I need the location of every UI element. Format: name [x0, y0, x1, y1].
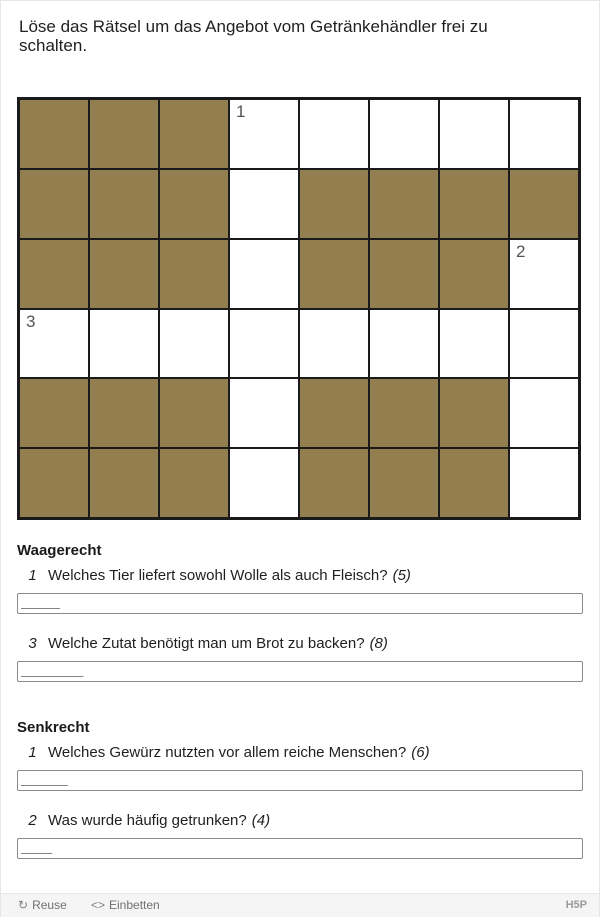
clue-start-number: 3: [26, 311, 36, 331]
grid-block-cell: [439, 378, 509, 448]
grid-letter-cell[interactable]: [509, 378, 579, 448]
grid-letter-cell[interactable]: [159, 309, 229, 379]
grid-block-cell: [89, 239, 159, 309]
grid-letter-cell[interactable]: [509, 99, 579, 169]
grid-block-cell: [19, 169, 89, 239]
clue-number: 3: [28, 635, 37, 652]
grid-block-cell: [369, 448, 439, 518]
reuse-label: Reuse: [32, 898, 67, 912]
reuse-icon: ↻: [18, 898, 29, 912]
grid-letter-cell[interactable]: [229, 378, 299, 448]
grid-letter-cell[interactable]: [299, 99, 369, 169]
grid-letter-cell[interactable]: [229, 309, 299, 379]
clue-number: 1: [28, 744, 37, 761]
answer-input-across-1[interactable]: [17, 593, 583, 614]
h5p-logo: H5P: [565, 899, 587, 911]
answer-input-down-1[interactable]: [17, 770, 583, 791]
grid-block-cell: [369, 378, 439, 448]
down-title: Senkrecht: [17, 719, 90, 736]
clue-length: (6): [411, 744, 430, 761]
clue-start-number: 1: [236, 102, 246, 121]
grid-block-cell: [299, 448, 369, 518]
clue-across-1: [17, 565, 583, 614]
grid-block-cell: [89, 448, 159, 518]
grid-letter-cell[interactable]: [439, 99, 509, 169]
grid-block-cell: [89, 99, 159, 169]
grid-block-cell: [509, 169, 579, 239]
grid-block-cell: [19, 378, 89, 448]
grid-letter-cell[interactable]: [509, 448, 579, 518]
code-icon: <>: [91, 898, 106, 912]
grid-block-cell: [19, 99, 89, 169]
clue-text-line: [17, 742, 583, 764]
clue-text-line: [17, 565, 583, 587]
grid-block-cell: [89, 169, 159, 239]
clue-question: Welches Gewürz nutzten vor allem reiche Menschen?: [48, 744, 407, 761]
grid-letter-cell[interactable]: [229, 239, 299, 309]
clue-number: 1: [28, 567, 37, 584]
grid-block-cell: [159, 448, 229, 518]
grid-block-cell: [89, 378, 159, 448]
clue-start-number: 2: [516, 241, 526, 261]
grid-block-cell: [19, 239, 89, 309]
answer-input-across-3[interactable]: [17, 661, 583, 682]
clue-across-3: [17, 633, 583, 682]
grid-block-cell: [439, 239, 509, 309]
clue-down-2: [17, 810, 583, 859]
crossword-grid: [17, 97, 581, 520]
clue-question: Welche Zutat benötigt man um Brot zu backen?: [48, 635, 365, 652]
grid-letter-cell[interactable]: [229, 99, 299, 169]
answer-input-down-2[interactable]: [17, 838, 583, 859]
grid-block-cell: [159, 239, 229, 309]
clue-down-1: [17, 742, 583, 791]
clue-text-line: [17, 810, 583, 832]
grid-letter-cell[interactable]: [229, 169, 299, 239]
grid-block-cell: [159, 378, 229, 448]
grid-block-cell: [299, 378, 369, 448]
clue-text-line: [17, 633, 583, 655]
clue-length: (5): [392, 567, 411, 584]
grid-letter-cell[interactable]: [439, 309, 509, 379]
across-title: Waagerecht: [17, 542, 102, 559]
grid-letter-cell[interactable]: [369, 309, 439, 379]
grid-block-cell: [369, 169, 439, 239]
grid-letter-cell[interactable]: [509, 239, 579, 309]
grid-block-cell: [159, 169, 229, 239]
grid-letter-cell[interactable]: [19, 309, 89, 379]
grid-letter-cell[interactable]: [89, 309, 159, 379]
grid-block-cell: [439, 169, 509, 239]
embed-button[interactable]: [91, 898, 160, 912]
grid-letter-cell[interactable]: [369, 99, 439, 169]
clue-question: Was wurde häufig getrunken?: [48, 812, 247, 829]
clue-number: 2: [28, 812, 37, 829]
footer-bar: [1, 893, 599, 917]
grid-block-cell: [299, 169, 369, 239]
grid-block-cell: [19, 448, 89, 518]
reuse-button[interactable]: [18, 898, 67, 912]
grid-block-cell: [159, 99, 229, 169]
grid-block-cell: [369, 239, 439, 309]
grid-letter-cell[interactable]: [509, 309, 579, 379]
clue-length: (8): [369, 635, 388, 652]
grid-block-cell: [299, 239, 369, 309]
task-instruction: Löse das Rätsel um das Angebot vom Getränkehändler frei zu schalten.: [19, 17, 488, 55]
grid-letter-cell[interactable]: [299, 309, 369, 379]
grid-block-cell: [439, 448, 509, 518]
clue-length: (4): [251, 812, 271, 829]
grid-letter-cell[interactable]: [229, 448, 299, 518]
embed-label: Einbetten: [109, 898, 160, 912]
clue-question: Welches Tier liefert sowohl Wolle als auch Fleisch?: [48, 567, 388, 584]
